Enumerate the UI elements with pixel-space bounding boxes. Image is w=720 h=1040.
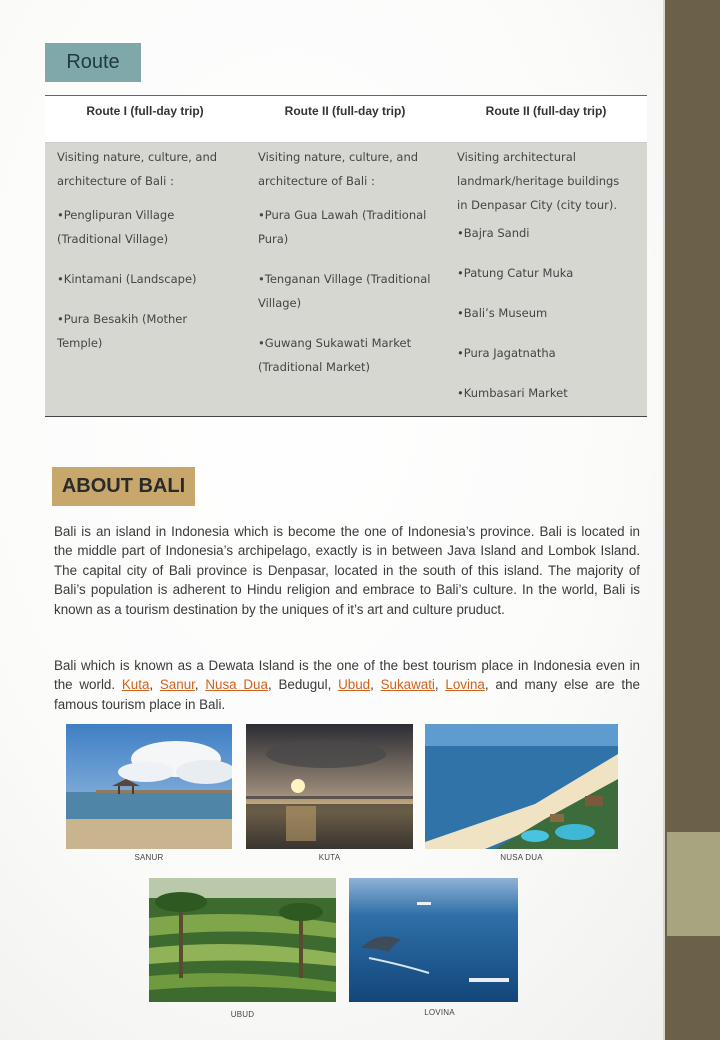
kuta-caption: KUTA — [318, 853, 341, 862]
ubud-photo — [149, 878, 336, 1002]
route-table-header — [45, 96, 647, 143]
route-2-header: Route II (full-day trip) — [284, 104, 406, 118]
route-2-item: •Pura Gua Lawah (Traditional Pura) — [258, 208, 427, 246]
kuta-photo — [246, 724, 413, 849]
route-1-column — [57, 145, 227, 371]
decorative-side-band-accent — [667, 832, 720, 936]
route-table-body — [45, 143, 647, 416]
route-2-intro: Visiting nature, culture, and architecture of Bali : — [258, 150, 419, 188]
route-1-intro: Visiting nature, culture, and architecture of Bali : — [57, 150, 218, 188]
route-heading: Route — [45, 43, 141, 82]
lovina-caption: LOVINA — [424, 1008, 455, 1017]
about-paragraph-1: Bali is an island in Indonesia which is become the one of Indonesia’s province. Bali is located in the middle part of Indonesia’s archipelago, exactly is in between Java Island and Lombok Island. The capital city of Bali province is Denpasar, located in the south of this island. The majority of Bali’s population is adherent to Hindu religion and embrace to Bali’s culture. In the world, Bali is known as a tourism destination by the uniques of it’s art and culture pruduct. — [54, 524, 640, 617]
about-paragraph-2 — [54, 656, 640, 714]
lovina-photo — [349, 878, 518, 1002]
route-3-item: •Bajra Sandi — [457, 226, 530, 240]
route-3-item: •Patung Catur Muka — [457, 266, 574, 280]
route-3-header: Route II (full-day trip) — [485, 104, 607, 118]
bedugul-text: Bedugul — [278, 677, 328, 693]
route-3-item: •Pura Jagatnatha — [457, 346, 556, 360]
separator: , — [194, 677, 206, 693]
nusa-dua-link[interactable]: Nusa Dua — [205, 677, 268, 693]
paragraph-2-tail: , and many else are the famous tourism place in Bali. — [54, 677, 640, 712]
sanur-photo — [66, 724, 232, 849]
ubud-link[interactable]: Ubud — [338, 677, 371, 693]
route-3-item: •Bali’s Museum — [457, 306, 548, 320]
route-1-header: Route I (full-day trip) — [86, 104, 204, 118]
separator: , — [267, 677, 279, 693]
separator: , — [327, 677, 339, 693]
route-2-item: •Tenganan Village (Traditional Village) — [258, 272, 431, 310]
route-3-item: •Kumbasari Market — [457, 386, 568, 400]
separator: , — [149, 677, 160, 693]
route-3-column — [457, 145, 627, 421]
sanur-caption: SANUR — [134, 853, 164, 862]
route-3-intro: Visiting architectural landmark/heritage buildings in Denpasar City (city tour). — [457, 150, 620, 212]
route-2-item: •Guwang Sukawati Market (Traditional Market) — [258, 336, 412, 374]
route-1-item: •Penglipuran Village (Traditional Village) — [57, 208, 175, 246]
separator: , — [434, 677, 446, 693]
route-2-column — [258, 145, 436, 395]
separator: , — [370, 677, 381, 693]
nusa-dua-caption: NUSA DUA — [500, 853, 543, 862]
nusa-dua-photo — [425, 724, 618, 849]
route-1-item: •Pura Besakih (Mother Temple) — [57, 312, 188, 350]
route-1-item: •Kintamani (Landscape) — [57, 272, 197, 286]
lovina-link[interactable]: Lovina — [445, 677, 485, 693]
route-table — [45, 95, 647, 417]
about-bali-heading: ABOUT BALI — [52, 467, 195, 506]
ubud-caption: UBUD — [230, 1010, 255, 1019]
kuta-link[interactable]: Kuta — [121, 677, 150, 693]
paragraph-2-lead: Bali which is known as a Dewata Island is the one of the best tourism place in Indonesia even in the world. — [54, 658, 640, 693]
sanur-link[interactable]: Sanur — [159, 677, 195, 693]
sukawati-link[interactable]: Sukawati — [380, 677, 435, 693]
